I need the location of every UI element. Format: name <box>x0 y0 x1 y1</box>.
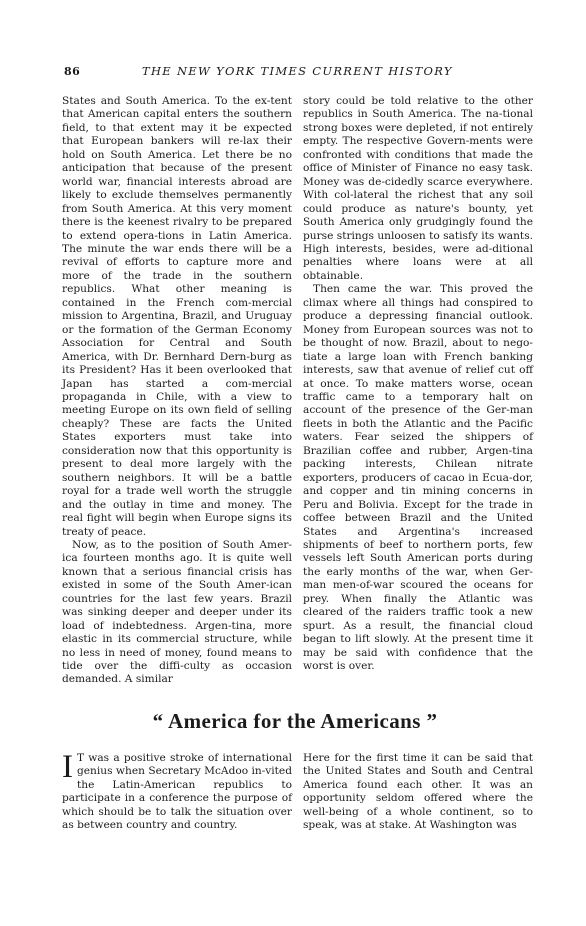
page-number: 86 <box>64 65 81 78</box>
paragraph: Then came the war. This proved the climax where all things had conspired to produce a depressing financial outlook. Money from European sources was not to be thought of now. Brazil, about to nego-tiate a large loan with French banking interests, saw that avenue of relief cut off at once. To make matters worse, ocean traffic came to a temporary halt on account of the presence of the Ger-man fleets in both the Atlantic and the Pacific waters. Fear seized the shippers of Brazilian coffee and rubber, Argen-tina packing interests, Chilean nitrate exporters, producers of cacao in Ecua-dor, and copper and tin mining concerns in Peru and Bolivia. Except for the trade in coffee between Brazil and the United States and Argentina's increased shipments of beef to northern ports, few vessels left South American ports during the early months of the war, when Ger-man men-of-war scoured the oceans for prey. When finally the Atlantic was cleared of the raiders traffic took a new spurt. As a result, the financial cloud began to lift slowly. At the present time it may be said with confidence that the worst is over. <box>303 283 533 673</box>
right-column-top <box>303 95 533 673</box>
paragraph: States and South America. To the ex-tent that American capital enters the southern field, to that extent may it be expected that European bankers will re-lax their hold on South America. Let there be no anticipation that because of the present world war, financial interests abroad are likely to exclude themselves permanently from South America. At this very moment there is the keenest rivalry to be prepared to extend opera-tions in Latin America. The minute the war ends there will be a revival of efforts to capture more and more of the trade in the southern republics. What other meaning is contained in the French com-mercial mission to Argentina, Brazil, and Uruguay or the formation of the German Economy Association for Central and South America, with Dr. Bernhard Dern-burg as its President? Has it been overlooked that Japan has started a com-mercial propaganda in Chile, with a view to meeting Europe on its own field of selling cheaply? These are facts the United States exporters must take into consideration now that this opportunity is present to deal more largely with the southern neighbors. It will be a battle royal for a trade well worth the struggle and the outlay in time and money. The real fight will begin when Europe signs its treaty of peace. <box>62 95 292 538</box>
paragraph-text: T was a positive stroke of international genius when Secretary McAdoo in-vited the Latin-American republics to participate in a conference the purpose of which should be to talk the situation over as between country and country. <box>62 752 292 832</box>
left-column-bottom <box>62 749 292 833</box>
paragraph: Now, as to the position of South Amer-ica fourteen months ago. It is quite well known that a serious financial crisis has existed in some of the South Amer-ican countries for the last few years. Brazil was sinking deeper and deeper under its load of indebtedness. Argen-tina, more elastic in its commercial structure, while no less in need of money, found means to tide over the diffi-culty as occasion demanded. A similar <box>62 538 292 686</box>
section-heading: “ America for the Americans ” <box>152 709 438 733</box>
left-column-top <box>62 95 292 687</box>
right-column-bottom <box>303 752 533 833</box>
paragraph: Here for the first time it can be said that the United States and South and Central America found each other. It was an opportunity seldom offered where the well-being of a whole continent, so to speak, was at stake. At Washington was <box>303 752 533 832</box>
journal-title: THE NEW YORK TIMES CURRENT HISTORY <box>142 64 453 78</box>
paragraph <box>62 749 292 833</box>
paragraph: story could be told relative to the other republics in South America. The na-tional strong boxes were depleted, if not entirely empty. The respective Govern-ments were confronted with conditions that made the office of Minister of Finance no easy task. Money was de-cidedly scarce everywhere. With col-lateral the richest that any soil could produce as nature's bounty, yet South America only grudgingly found the purse strings unloosen to satisfy its wants. High interests, besides, were ad-ditional penalties where loans were at all obtainable. <box>303 95 533 282</box>
running-head <box>58 63 532 83</box>
drop-cap: I <box>62 749 73 785</box>
